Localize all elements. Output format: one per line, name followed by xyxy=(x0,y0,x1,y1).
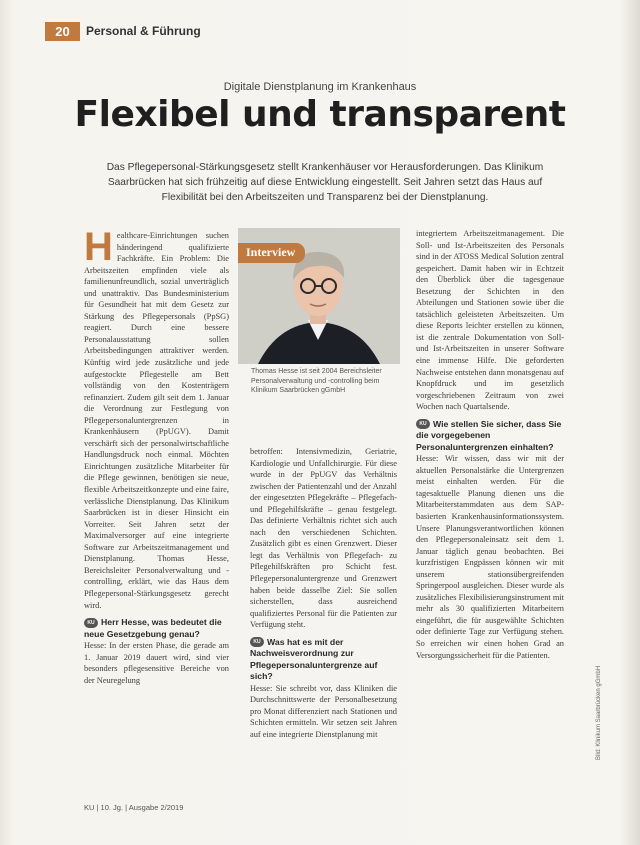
column-3-text: integriertem Arbeitszeitmanagement. Die Soll- und Ist-Arbeitszeiten des Personals sind in der ATOSS Medical Solution zentral gespeichert. Damit haben wir in Echtzeit den Überblick über die tagesgenaue Besetzung der Schichten in den Abteilungen und Stationen sowie über die tatsächlich geleisteten Arbeitszeiten. Um diese Reports leichter erstellen zu können, ist die zentrale Dokumentation von Soll- und Ist-Arbeitszeiten in unserer Software eine immense Hilfe. Die geforderten Nachweise entstehen dann monatsgenau auf Knopfdruck und im gesetzlich vorgeschriebenen Zeitraum von zwei Wochen nach Quartalsende. xyxy=(416,229,564,412)
question-icon: KU xyxy=(250,637,264,647)
page-number: 20 xyxy=(45,22,80,41)
section-title: Personal & Führung xyxy=(86,24,201,38)
drop-cap: H xyxy=(84,225,113,269)
intro-paragraph xyxy=(84,225,229,611)
article-lead: Das Pflegepersonal-Stärkungsgesetz stellt Krankenhäuser vor Herausforderungen. Das Klinikum Saarbrücken hat sich frühzeitig auf diese Entwicklung eingestellt. Seit Jahren setzt das Haus auf Flexibilität bei den Arbeitszeiten und Transparenz bei der Dienstplanung. xyxy=(106,162,544,204)
answer-2-text: Hesse: Sie schreibt vor, dass Kliniken die Durchschnittswerte der Personalbesetzung pro Monat differenziert nach Stationen und Schichten ermitteln. Wir setzen seit Jahren auf eine integrierte Dienstplanung mit xyxy=(250,683,397,739)
question-icon: KU xyxy=(84,618,98,628)
intro-text: ealthcare-Einrichtungen suchen händeringend qualifizierte Fachkräfte. Ein Problem: Die Arbeitszeiten empfinden viele als familienunfreundlich, sozial unverträglich und unattraktiv. Das Bundesministerium für Gesundheit hat mit dem Gesetz zur Stärkung des Pflegepersonals (PpSG) reagiert. Durch eine bessere Personalausstattung sollen Arbeitsbedingungen attraktiver werden. Künftig wird jede zusätzliche und jede aufgestockte Pflegestelle am Bett vollständig von den Kostenträgern refinanziert. Zudem gilt seit dem 1. Januar die Verordnung zur Festlegung von Pflegepersonaluntergrenzen in Krankenhäusern (PpUGV). Damit verschärft sich der personalwirtschaftliche Handlungsdruck noch einmal. Möchten Einrichtungen zusätzliche Mitarbeiter für die Pflege gewinnen, benötigen sie neue, flexible Arbeitszeitkonzepte und eine faire, verlässliche Dienstplanung. Das Klinikum Saarbrücken ist in dieser Hinsicht ein Vorreiter. Seit Jahren setzt der Maximalversorger auf eine integrierte Software zur Arbeitszeitmanagement und Dienstplanung. Thomas Hesse, Bereichsleiter Personalverwaltung und -controlling, erklärt, wie das Haus dem Pflegepersonal-Stärkungsgesetz gerecht wird. xyxy=(84,231,229,610)
article-column-2 xyxy=(250,446,397,740)
article-column-3 xyxy=(416,228,564,661)
question-1-text: Herr Hesse, was bedeutet die neue Gesetzgebung genau? xyxy=(84,617,222,639)
article-title: Flexibel und transparent xyxy=(74,94,566,135)
question-3 xyxy=(416,419,564,454)
page-edge-shadow xyxy=(618,0,640,845)
column-2-text: betroffen: Intensivmedizin, Geriatrie, Kardiologie und Unfallchirurgie. Für diese wurde in der PpUGV das Verhältnis zwischen der Patientenzahl und der Anzahl der eingesetzten Pflegekräfte – Pflegefach- und Pflegehilfskräfte – genau festgelegt. Das definierte Verhältnis richtet sich auch nach den verschiedenen Schichten. Zusätzlich gibt es einen Grenzwert. Dieser legt das Verhältnis von Pflegefach- zu Pflegehilfskräften pro Schicht fest. Pflegepersonaluntergrenze und Grenzwert haben beide dasselbe Ziel: Sie sollen sicherstellen, dass ausreichend qualifiziertes Personal für die Patienten zur Verfügung steht. xyxy=(250,447,397,630)
question-2-text: Was hat es mit der Nachweisverordnung zur Pflegepersonaluntergrenze auf sich? xyxy=(250,636,378,682)
question-icon: KU xyxy=(416,419,430,429)
photo-credit: Bild: Klinikum Saarbrücken gGmbH xyxy=(596,665,602,760)
article-kicker: Digitale Dienstplanung im Krankenhaus xyxy=(223,81,417,93)
answer-3-text: Hesse: Wir wissen, dass wir mit der aktuellen Personalstärke die Untergrenzen meist einhalten werden. Für die tagesaktuelle Planung dienen uns die Mitarbeiterstammdaten aus dem SAP-basierten Krankenhausinformationssystem. Unsere Planungsverantwortlichen können den Pflegepersonaleinsatz seit dem 1. Januar täglich genau beobachten. Bei kurzfristigen Engpässen können wir mit unserem stationsübergreifenden Springerpool ausgleichen. Dieser wurde als zusätzliches Flexibilisierungsinstrument mit mehr als 30 qualifizierten Mitarbeitern eingeführt, die für ausgewählte Schichten oder definierte Tage zur Verfügung stehen. So erreichen wir einen hohen Grad an Versorgungssicherheit für die Patienten. xyxy=(416,454,564,660)
question-3-text: Wie stellen Sie sicher, dass Sie die vorgegebenen Personaluntergrenzen einhalten? xyxy=(416,418,562,452)
question-1 xyxy=(84,617,229,640)
interview-tag: Interview xyxy=(238,243,305,263)
answer-1-text: Hesse: In der ersten Phase, die gerade am 1. Januar 2019 dauert wird, sind vier besonders pflegesensitive Bereiche von der Neuregelung xyxy=(84,641,229,685)
page-footer: KU | 10. Jg. | Ausgabe 2/2019 xyxy=(84,803,184,812)
article-column-1 xyxy=(84,225,229,686)
photo-caption: Thomas Hesse ist seit 2004 Bereichsleiter Personalverwaltung und -controlling beim Klinikum Saarbrücken gGmbH xyxy=(251,368,382,394)
question-2 xyxy=(250,637,397,683)
